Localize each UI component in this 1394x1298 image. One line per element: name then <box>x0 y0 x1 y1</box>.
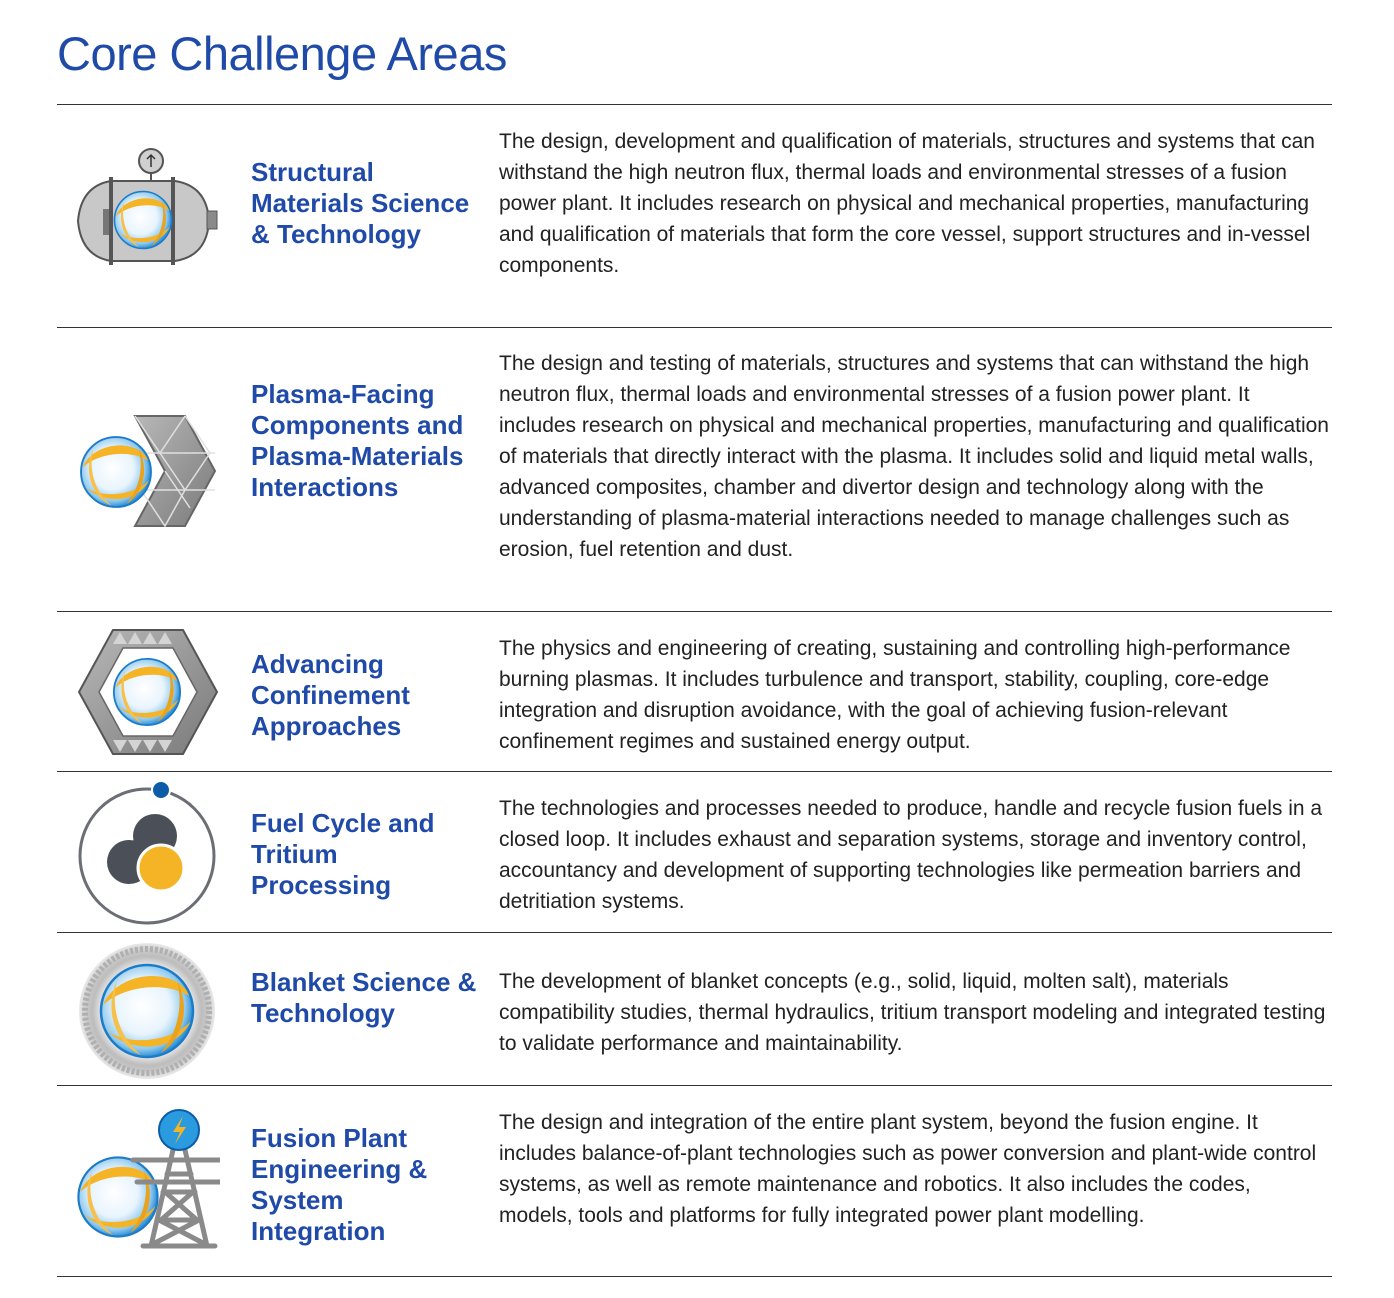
challenge-row-blanket <box>57 933 1332 1085</box>
challenge-description: The design and integration of the entire plant system, beyond the fusion engine. It includes balance-of-plant technologies such as power conversion and plant-wide control systems, as well as remote maintenance and robotics. It also includes the codes, models, tools and platforms for fully integrated power plant modelling. <box>499 1111 1317 1227</box>
challenge-description: The design and testing of materials, structures and systems that can withstand the high neutron flux, thermal loads and environmental stresses of a fusion power plant. It includes research on physical and mechanical properties, manufacturing and qualification of materials that directly interact with the plasma. It includes solid and liquid metal walls, advanced composites, chamber and divertor design and technology along with the understanding of plasma-material interactions needed to manage challenges such as erosion, fuel retention and dust. <box>499 352 1329 561</box>
challenge-label: Fusion Plant Engineering & System Integration <box>251 1123 428 1246</box>
challenge-row-fuel-cycle <box>57 772 1332 932</box>
challenge-label: Structural Materials Science & Technology <box>251 157 470 249</box>
plasma-facing-hexagon-icon <box>75 396 220 546</box>
challenge-label: Advancing Confinement Approaches <box>251 649 410 741</box>
challenge-description: The design, development and qualification of materials, structures and systems that can withstand the high neutron flux, thermal loads and environmental stresses of a fusion power plant. It includes research on physical and mechanical properties, manufacturing and qualification of materials that form the core vessel, support structures and in-vessel components. <box>499 130 1315 277</box>
divider <box>57 1276 1332 1277</box>
challenge-row-structural-materials <box>57 105 1332 327</box>
blanket-sphere-icon <box>75 935 220 1085</box>
challenge-label: Fuel Cycle and Tritium Processing <box>251 808 435 900</box>
reactor-vessel-icon <box>75 141 220 291</box>
challenge-row-plasma-facing <box>57 328 1332 611</box>
fuel-cycle-icon <box>75 776 220 926</box>
challenge-row-plant-integration <box>57 1086 1332 1276</box>
confinement-hexagon-icon <box>75 614 220 764</box>
page-title: Core Challenge Areas <box>57 27 507 80</box>
challenge-description: The development of blanket concepts (e.g., solid, liquid, molten salt), materials compatibility studies, thermal hydraulics, tritium transport modeling and integrated testing to validate performance and maintainability. <box>499 970 1326 1055</box>
challenge-description: The physics and engineering of creating, sustaining and controlling high-performance burning plasmas. It includes turbulence and transport, stability, coupling, core-edge integration and disruption avoidance, with the goal of achieving fusion-relevant confinement regimes and sustained energy output. <box>499 637 1291 753</box>
challenge-description: The technologies and processes needed to produce, handle and recycle fusion fuels in a closed loop. It includes exhaust and separation systems, storage and inventory control, accountancy and development of supporting technologies like permeation barriers and detritiation systems. <box>499 797 1323 913</box>
challenge-row-confinement <box>57 612 1332 771</box>
power-tower-icon <box>75 1102 220 1252</box>
challenge-label: Plasma-Facing Components and Plasma-Materials Interactions <box>251 379 464 502</box>
challenge-label: Blanket Science & Technology <box>251 967 477 1028</box>
